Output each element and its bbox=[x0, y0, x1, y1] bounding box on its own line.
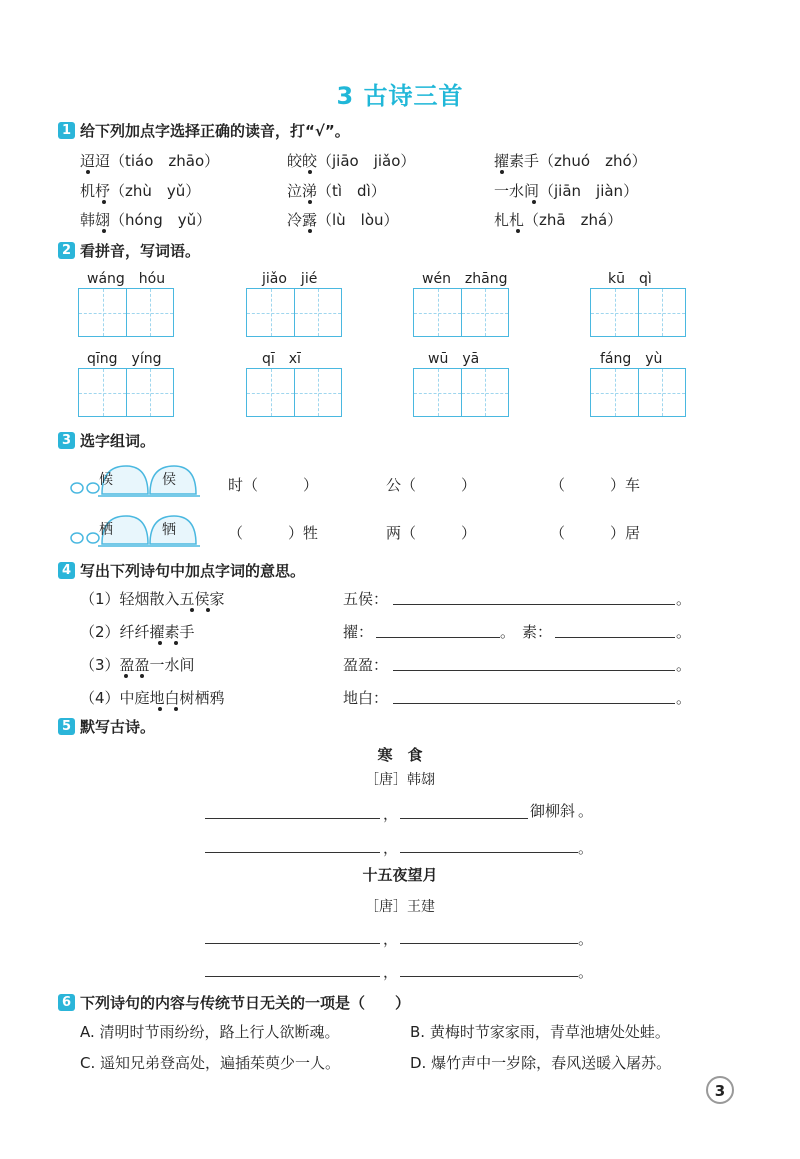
emphasis-dot bbox=[140, 674, 144, 678]
poem-author: ［唐］韩翃 bbox=[365, 772, 435, 788]
q1-item[interactable]: 札札（zhā zhá） bbox=[494, 211, 623, 229]
char-option: 候 bbox=[99, 472, 113, 488]
writing-grid[interactable] bbox=[78, 368, 174, 417]
emphasis-dot bbox=[158, 641, 162, 645]
period: 。 bbox=[676, 689, 692, 707]
answer-line[interactable] bbox=[205, 852, 380, 853]
answer-line[interactable] bbox=[205, 818, 380, 819]
char-option: 栖 bbox=[99, 522, 113, 538]
blank-item[interactable]: 公（ ） bbox=[386, 476, 477, 494]
question-prompt: 写出下列诗句中加点字词的意思。 bbox=[80, 562, 306, 580]
question-number: 2 bbox=[58, 242, 75, 259]
period: 。 bbox=[578, 802, 594, 820]
comma: ， bbox=[383, 963, 399, 981]
question-3-heading bbox=[58, 430, 155, 451]
char-option: 牺 bbox=[162, 522, 176, 538]
answer-line[interactable] bbox=[205, 943, 380, 944]
period: 。 bbox=[578, 963, 594, 981]
comma: ， bbox=[383, 839, 399, 857]
writing-grid[interactable] bbox=[246, 288, 342, 337]
emphasis-dot bbox=[102, 229, 106, 233]
question-6-heading bbox=[58, 992, 410, 1013]
answer-line[interactable] bbox=[393, 670, 675, 671]
writing-grid[interactable] bbox=[413, 368, 509, 417]
emphasis-dot bbox=[532, 200, 536, 204]
writing-grid[interactable] bbox=[413, 288, 509, 337]
q1-item[interactable]: 泣涕（tì dì） bbox=[287, 182, 386, 200]
emphasis-dot bbox=[206, 608, 210, 612]
question-1-heading bbox=[58, 120, 350, 141]
emphasis-dot bbox=[516, 229, 520, 233]
question-number: 5 bbox=[58, 718, 75, 735]
blank-item[interactable]: 两（ ） bbox=[386, 524, 477, 542]
answer-line[interactable] bbox=[205, 976, 380, 977]
pinyin: wén zhāng bbox=[422, 271, 508, 287]
emphasis-dot bbox=[102, 200, 106, 204]
period: 。 bbox=[676, 656, 692, 674]
question-prompt: 下列诗句的内容与传统节日无关的一项是（ ） bbox=[80, 994, 411, 1012]
pinyin: wū yā bbox=[428, 351, 480, 367]
pinyin: fáng yù bbox=[600, 351, 663, 367]
comma: ， bbox=[383, 805, 399, 823]
option-a[interactable]: A. 清明时节雨纷纷，路上行人欲断魂。 bbox=[80, 1023, 340, 1041]
option-d[interactable]: D. 爆竹声中一岁除，春风送暖入屠苏。 bbox=[410, 1054, 672, 1072]
emphasis-dot bbox=[174, 707, 178, 711]
period: 。 bbox=[500, 623, 516, 641]
emphasis-dot bbox=[308, 200, 312, 204]
question-4-heading bbox=[58, 560, 305, 581]
blank-item[interactable]: （ ）居 bbox=[550, 524, 641, 542]
poem-line: （4）中庭地白树栖鸦 bbox=[80, 689, 225, 707]
pinyin: qīng yíng bbox=[87, 351, 162, 367]
writing-grid[interactable] bbox=[590, 368, 686, 417]
period: 。 bbox=[676, 623, 692, 641]
emphasis-dot bbox=[308, 170, 312, 174]
answer-label: 五侯： bbox=[343, 590, 389, 608]
poem-line: （2）纤纤擢素手 bbox=[80, 623, 195, 641]
answer-label: 素： bbox=[522, 623, 553, 641]
blank-item[interactable]: （ ）牲 bbox=[228, 524, 319, 542]
question-prompt: 给下列加点字选择正确的读音，打“√”。 bbox=[80, 122, 350, 140]
answer-line[interactable] bbox=[400, 818, 528, 819]
answer-line[interactable] bbox=[393, 703, 675, 704]
answer-label: 擢： bbox=[343, 623, 374, 641]
question-prompt: 看拼音，写词语。 bbox=[80, 242, 201, 260]
character-pot-icons bbox=[68, 458, 208, 502]
answer-line[interactable] bbox=[400, 852, 578, 853]
option-c[interactable]: C. 遥知兄弟登高处，遍插茱萸少一人。 bbox=[80, 1054, 341, 1072]
answer-line[interactable] bbox=[376, 637, 500, 638]
question-prompt: 默写古诗。 bbox=[80, 718, 156, 736]
emphasis-dot bbox=[500, 170, 504, 174]
poem-line: （3）盈盈一水间 bbox=[80, 656, 195, 674]
comma: ， bbox=[383, 930, 399, 948]
period: 。 bbox=[676, 590, 692, 608]
emphasis-dot bbox=[308, 229, 312, 233]
question-2-heading bbox=[58, 240, 200, 261]
pinyin: wáng hóu bbox=[87, 271, 166, 287]
answer-label: 盈盈： bbox=[343, 656, 389, 674]
q1-item[interactable]: 韩翃（hóng yǔ） bbox=[80, 211, 212, 229]
given-text: 御柳斜 bbox=[530, 802, 576, 820]
emphasis-dot bbox=[174, 641, 178, 645]
answer-line[interactable] bbox=[400, 976, 578, 977]
answer-line[interactable] bbox=[400, 943, 578, 944]
pinyin: jiǎo jié bbox=[262, 271, 318, 287]
pinyin: qī xī bbox=[262, 351, 301, 367]
page-title: 3 古诗三首 bbox=[336, 82, 464, 110]
poem-title: 寒 食 bbox=[377, 746, 423, 764]
emphasis-dot bbox=[86, 170, 90, 174]
q1-item[interactable]: 一水间（jiān jiàn） bbox=[494, 182, 639, 200]
poem-line: （1）轻烟散入五侯家 bbox=[80, 590, 225, 608]
emphasis-dot bbox=[158, 707, 162, 711]
q1-item[interactable]: 冷露（lù lòu） bbox=[287, 211, 399, 229]
writing-grid[interactable] bbox=[246, 368, 342, 417]
poem-title: 十五夜望月 bbox=[362, 866, 438, 884]
answer-line[interactable] bbox=[555, 637, 675, 638]
question-number: 6 bbox=[58, 994, 75, 1011]
option-b[interactable]: B. 黄梅时节家家雨，青草池塘处处蛙。 bbox=[410, 1023, 670, 1041]
character-pot-icons bbox=[68, 508, 208, 552]
question-number: 4 bbox=[58, 562, 75, 579]
poem-author: ［唐］王建 bbox=[365, 899, 435, 915]
question-number: 1 bbox=[58, 122, 75, 139]
char-option: 侯 bbox=[162, 472, 176, 488]
emphasis-dot bbox=[124, 674, 128, 678]
question-number: 3 bbox=[58, 432, 75, 449]
q1-item[interactable]: 机杼（zhù yǔ） bbox=[80, 182, 201, 200]
writing-grid[interactable] bbox=[590, 288, 686, 337]
q1-item[interactable]: 迢迢（tiáo zhāo） bbox=[80, 152, 220, 170]
answer-line[interactable] bbox=[393, 604, 675, 605]
period: 。 bbox=[578, 930, 594, 948]
question-5-heading bbox=[58, 716, 155, 737]
question-prompt: 选字组词。 bbox=[80, 432, 156, 450]
emphasis-dot bbox=[190, 608, 194, 612]
writing-grid[interactable] bbox=[78, 288, 174, 337]
q1-item[interactable]: 擢素手（zhuó zhó） bbox=[494, 152, 647, 170]
q1-item[interactable]: 皎皎（jiāo jiǎo） bbox=[287, 152, 416, 170]
pinyin: kū qì bbox=[608, 271, 652, 287]
answer-label: 地白： bbox=[343, 689, 389, 707]
period: 。 bbox=[578, 839, 594, 857]
page-number: 3 bbox=[706, 1076, 734, 1104]
blank-item[interactable]: （ ）车 bbox=[550, 476, 641, 494]
blank-item[interactable]: 时（ ） bbox=[228, 476, 319, 494]
